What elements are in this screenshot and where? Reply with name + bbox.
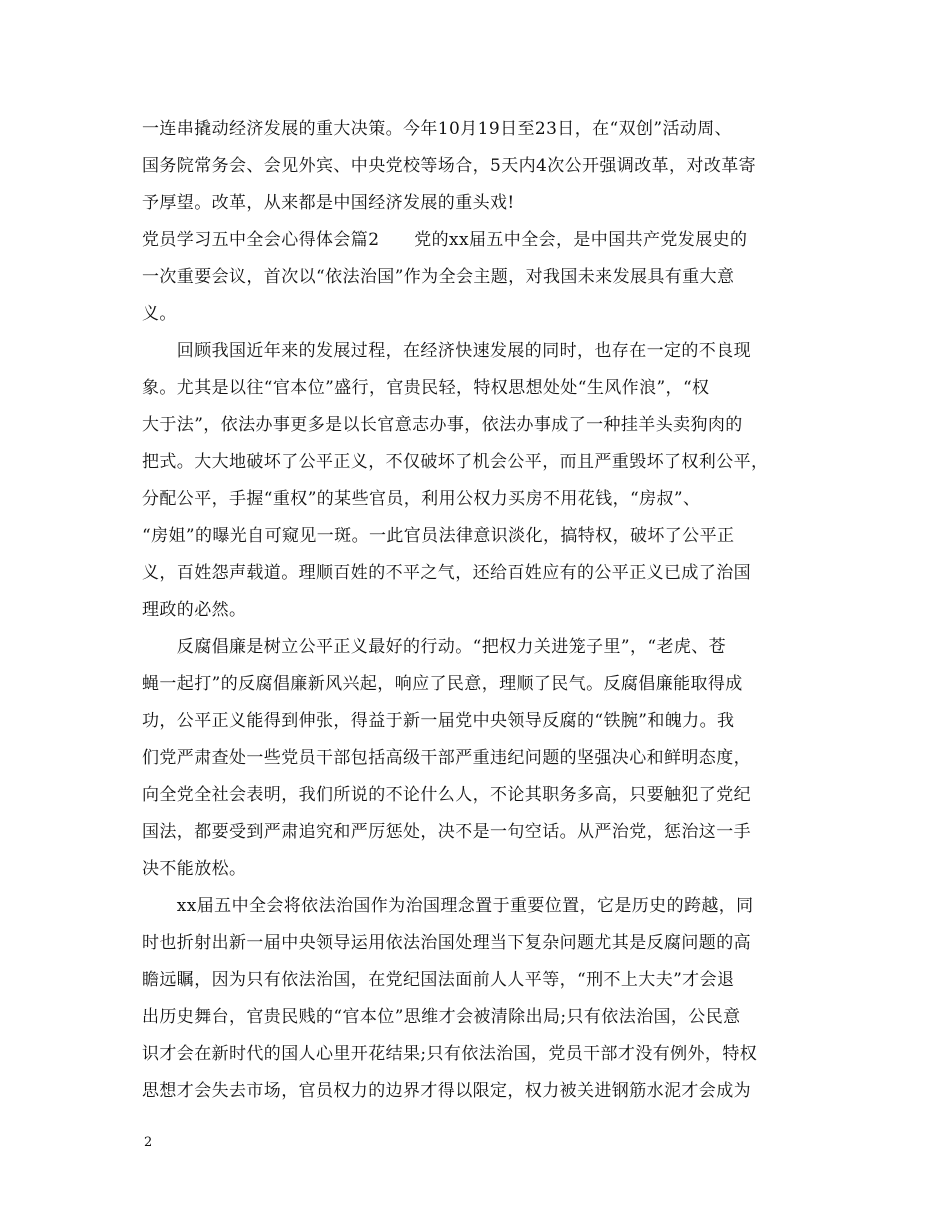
text-line: 象。尤其是以往“官本位”盛行，官贵民轻，特权思想处处“生风作浪”，“权 [142,378,710,398]
text-line: 思想才会失去市场，官员权力的边界才得以限定，权力被关进钢筋水泥才会成为 [142,1081,751,1101]
text-line: 们党严肃查处一些党员干部包括高级干部严重违纪问题的坚强决心和鲜明态度， [142,748,751,768]
text-line: xx届五中全会将依法治国作为治国理念置于重要位置，它是历史的跨越，同 [142,896,754,916]
text-line: 向全党全社会表明，我们所说的不论什么人，不论其职务多高，只要触犯了党纪 [142,785,751,805]
text-line: 出历史舞台，官贵民贱的“官本位”思维才会被清除出局;只有依法治国，公民意 [142,1007,741,1027]
text-line: 回顾我国近年来的发展过程，在经济快速发展的同时，也存在一定的不良现 [142,341,751,361]
text-line: 功，公平正义能得到伸张，得益于新一届党中央领导反腐的“铁腕”和魄力。我 [142,711,735,731]
text-line: 分配公平，手握“重权”的某些官员，利用公权力买房不用花钱，“房叔”、 [142,489,701,509]
text-line: 一连串撬动经济发展的重大决策。今年10月19日至23日，在“双创”活动周、 [142,119,733,139]
text-line: 识才会在新时代的国人心里开花结果;只有依法治国，党员干部才没有例外，特权 [142,1044,758,1064]
text-line: “房姐”的曝光自可窥见一斑。一此官员法律意识淡化，搞特权，破坏了公平正 [142,526,735,546]
text-line: 决不能放松。 [142,859,247,879]
text-line: 国法，都要受到严肃追究和严厉惩处，决不是一句空话。从严治党，惩治这一手 [142,822,751,842]
text-line: 国务院常务会、会见外宾、中央党校等场合，5天内4次公开强调改革，对改革寄 [142,156,757,176]
text-line: 理政的必然。 [142,600,247,620]
text-line: 蝇一起打”的反腐倡廉新风兴起，响应了民意，理顺了民气。反腐倡廉能取得成 [142,674,743,694]
text-line: 义。 [142,304,177,324]
text-line: 党员学习五中全会心得体会篇2 党的xx届五中全会，是中国共产党发展史的 [142,230,748,250]
text-line: 予厚望。改革，从来都是中国经济发展的重头戏! [142,193,515,213]
text-line: 一次重要会议，首次以“依法治国”作为全会主题，对我国未来发展具有重大意 [142,267,735,287]
text-line: 反腐倡廉是树立公平正义最好的行动。“把权力关进笼子里”，“老虎、苍 [142,637,727,657]
text-line: 把式。大大地破坏了公平正义，不仅破坏了机会公平，而且严重毁坏了权利公平， [142,452,769,472]
page-number: 2 [144,1135,153,1150]
text-line: 义，百姓怨声载道。理顺百姓的不平之气，还给百姓应有的公平正义已成了治国 [142,563,751,583]
text-line: 时也折射出新一届中央领导运用依法治国处理当下复杂问题尤其是反腐问题的高 [142,933,751,953]
text-line: 瞻远瞩，因为只有依法治国，在党纪国法面前人人平等，“刑不上大夫”才会退 [142,970,735,990]
text-line: 大于法”，依法办事更多是以长官意志办事，依法办事成了一种挂羊头卖狗肉的 [142,415,743,435]
